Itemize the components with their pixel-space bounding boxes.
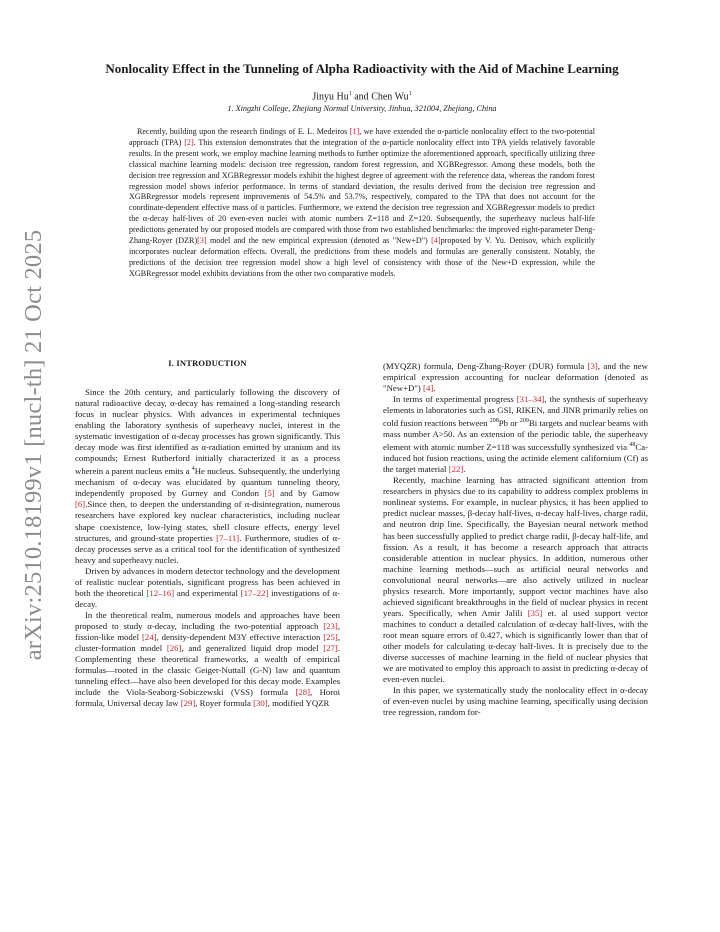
- citation-link[interactable]: [30]: [253, 698, 268, 709]
- author-1: Jinyu Hu: [312, 91, 349, 103]
- left-column: [75, 358, 340, 709]
- body-text: In the theoretical realm, numerous models and approaches have been proposed to study α-decay, including the two-potential approach: [75, 609, 340, 631]
- paragraph: [75, 610, 340, 709]
- body-text: and experimental: [174, 587, 241, 598]
- citation-link[interactable]: [7–11]: [216, 532, 240, 543]
- citation-link[interactable]: [4]: [423, 383, 434, 394]
- body-text: .: [463, 464, 466, 475]
- paragraph: [75, 566, 340, 610]
- right-column: [383, 361, 648, 718]
- abstract-text-4: model and the new empirical expression (denoted as "New+D"): [206, 236, 432, 246]
- author-list: [60, 91, 664, 102]
- citation-link[interactable]: [2]: [184, 137, 194, 147]
- body-text: In terms of experimental progress: [393, 394, 517, 405]
- arxiv-identifier: arXiv:2510.18199v1 [nucl-th] 21 Oct 2025: [20, 229, 47, 661]
- body-text: .: [433, 383, 436, 394]
- citation-link[interactable]: [5]: [264, 488, 275, 499]
- body-text: , Horoi formula, Universal decay law: [75, 687, 340, 709]
- superscript: 208: [489, 418, 499, 425]
- citation-link[interactable]: [12–16]: [146, 587, 175, 598]
- author-conjunction: and: [354, 91, 369, 103]
- abstract-text-1: Recently, building upon the research findings of E. L. Medeiros: [137, 127, 350, 136]
- abstract-text-2: , we have extended the α-particle nonlocality effect to the two-potential approach (TPA): [129, 127, 595, 147]
- citation-link[interactable]: [1]: [349, 127, 360, 136]
- citation-link[interactable]: [3]: [587, 361, 598, 371]
- abstract: [129, 127, 595, 280]
- citation-link[interactable]: [35]: [527, 607, 543, 618]
- body-text: .Since then, to deepen the understanding of α-disintegration, numerous researchers have explored key nuclear characteristics, including nuclear shape coexistence, low-lying states, shell closure effects, energy level structures, and ground-state properties: [75, 499, 340, 543]
- paragraph: [75, 387, 340, 566]
- body-text: , Royer formula: [195, 698, 254, 709]
- body-text: Driven by advances in modern detector technology and the development of realistic nuclear potentials, significant progress has been achieved in both the theoretical: [75, 565, 340, 598]
- citation-link[interactable]: [27]: [323, 643, 338, 654]
- paragraph: [383, 475, 648, 685]
- body-text: , modified YQZR: [267, 698, 330, 709]
- superscript: 209: [519, 418, 529, 425]
- body-text: Pb or: [498, 418, 520, 429]
- body-text: , the synthesis of superheavy elements in laboratories such as GSI, RIKEN, and JINR primarily relies on cold fusion reactions between: [383, 394, 648, 429]
- citation-link[interactable]: [24]: [141, 631, 157, 642]
- paragraph: [383, 394, 648, 475]
- body-text: Ca-induced hot fusion reactions, using the actinide element californium (Cf) as the target material: [383, 442, 648, 475]
- paragraph: [383, 361, 648, 394]
- citation-link[interactable]: [3]: [197, 236, 207, 246]
- citation-link[interactable]: [26]: [166, 643, 182, 654]
- author-2-affil-mark: 1: [408, 91, 412, 97]
- section-heading: I. INTRODUCTION: [168, 358, 247, 368]
- body-text: , cluster-formation model: [75, 631, 340, 654]
- body-text: , fission-like model: [75, 620, 340, 642]
- superscript: 4: [191, 466, 195, 473]
- author-1-affil-mark: 1: [348, 91, 352, 97]
- paragraph: [383, 685, 648, 718]
- body-text: Since the 20th century, and particularly following the discovery of natural radioactive decay, α-decay has remained a long-standing research focus in nuclear physics. With advances in experimental techniques enabling the laboratory synthesis of superheavy nuclei, interest in the systematic investigation of α-decay processes has grown significantly. This decay mode was first identified as α-radiation emitted by uranium and its compounds; Ernest Rutherford initially characterized it as a process wherein a parent nucleus emits a: [75, 387, 340, 477]
- citation-link[interactable]: [31–34]: [516, 394, 545, 405]
- citation-link[interactable]: [28]: [295, 687, 310, 698]
- body-text: He nucleus. Subsequently, the underlying mechanism of α-decay was elucidated by quantum tunneling theory, independently proposed by Gurney and Condon: [75, 466, 340, 499]
- body-text: Bi targets and nuclear beams with mass number A>50. As an extension of the periodic table, the superheavy element with atomic number Z=118 was successfully synthesized via: [383, 418, 648, 453]
- superscript: 48: [629, 442, 636, 449]
- citation-link[interactable]: [6]: [75, 499, 86, 510]
- body-text: , density-dependent M3Y effective interaction: [156, 631, 324, 642]
- paper-title: Nonlocality Effect in the Tunneling of Alpha Radioactivity with the Aid of Machine Learning: [105, 61, 619, 76]
- body-text: In this paper, we systematically study the nonlocality effect in α-decay of even-even nuclei by using machine learning, specifically using decision tree regression, random for-: [383, 685, 648, 718]
- abstract-text-5: proposed by V. Yu. Denisov, which explicitly incorporates nuclear deformation effects. Overall, the predictions from these models and formulas are generally consistent. Notably, the predictions of the decision tree regression model show a high level of consistency with those of the New+D expression, while the XGBRegressor model exhibits deviations from the other two comparative models.: [129, 236, 595, 278]
- citation-link[interactable]: [22]: [448, 464, 464, 475]
- citation-link[interactable]: [29]: [180, 698, 196, 709]
- citation-link[interactable]: [23]: [323, 620, 338, 631]
- body-text: . Complementing these theoretical frameworks, a wealth of empirical formulas—rooted in the classic Geiger-Nuttall (G-N) law and quantum tunneling effect—have also been developed for this decay mode. Examples include the Viola-Seaborg-Sobiczewski (VSS) formula: [75, 643, 340, 698]
- citation-link[interactable]: [17–22]: [240, 587, 269, 598]
- body-text: investigations of α-decay.: [75, 587, 340, 609]
- body-text: and by Gamow: [274, 488, 340, 499]
- body-text: et. al used support vector machines to conduct a detailed calculation of α-decay half-lives, with the root mean square errors of 0.427, which is significantly lower than that of other models for calculating α-decay half-lives. It is precisely due to the diverse successes of machine learning in the field of nuclear physics that we are motivated to employ this approach to assist in predicting α-decay of even-even nuclei.: [383, 607, 648, 685]
- body-text: Recently, machine learning has attracted significant attention from researchers in physics due to its capability to address complex problems in nonlinear systems. For example, in nuclear physics, it has been applied to predict nuclear masses, β-decay half-lives, α-decay half-lives, charge radii, and neutron drip line. Specifically, the Bayesian neural network method has been successfully applied to predict charge radii, β-decay half-life, and fission. As a result, it has become a research approach that attracts considerable attention in nuclear physics. In addition, numerous other machine learning methods—such as artificial neural networks and convolutional neural networks—are also actively utilized in nuclear physics research. More importantly, support vector machines have also achieved significant breakthroughs in the field of nuclear physics in recent years. Specifically, when Amir Jalili: [383, 475, 648, 618]
- abstract-text-3: . This extension demonstrates that the integration of the α-particle nonlocality effect into TPA yields relatively favorable results. In the present work, we employ machine learning methods to further optimize the aforementioned approach, specifically utilizing three classical machine learning models: decision tree regression, random forest regression, and XGBRegressor. Among these models, both the decision tree regression and XGBRegressor models exhibit the highest degree of agreement with the reference data, whereas the random forest regression model shows inferior performance. In terms of standard deviation, the results derived from the decision tree regression and XGBRegressor models represent improvements of 54.5% and 53.7%, respectively, compared to the TPA that does not account for the coordinate-dependent effective mass of α particles. Furthermore, we extend the decision tree regression and XGBRegressor models to predict the α-decay half-lives of 20 even-even nuclei with atomic numbers Z=118 and Z=120. Subsequently, the superheavy nucleus half-life predictions generated by our proposed models are compared with those from two established benchmarks: the improved eight-parameter Deng-Zhang-Royer (DZR): [129, 137, 595, 246]
- citation-link[interactable]: [25]: [323, 631, 338, 642]
- affiliation: 1. Xingzhi College, Zhejiang Normal University, Jinhua, 321004, Zhejiang, China: [227, 104, 497, 113]
- body-text: (MYQZR) formula, Deng-Zhang-Royer (DUR) formula: [383, 361, 588, 371]
- citation-link[interactable]: [4]: [431, 236, 441, 246]
- body-text: , and the new empirical expression accounting for nuclear deformation (denoted as "New+D"): [383, 361, 648, 394]
- body-text: . Furthermore, studies of α-decay processes serve as a critical tool for the identification of synthesized heavy and superheavy nuclei.: [75, 532, 340, 565]
- author-2: Chen Wu: [371, 91, 409, 103]
- body-text: , and generalized liquid drop model: [181, 643, 324, 654]
